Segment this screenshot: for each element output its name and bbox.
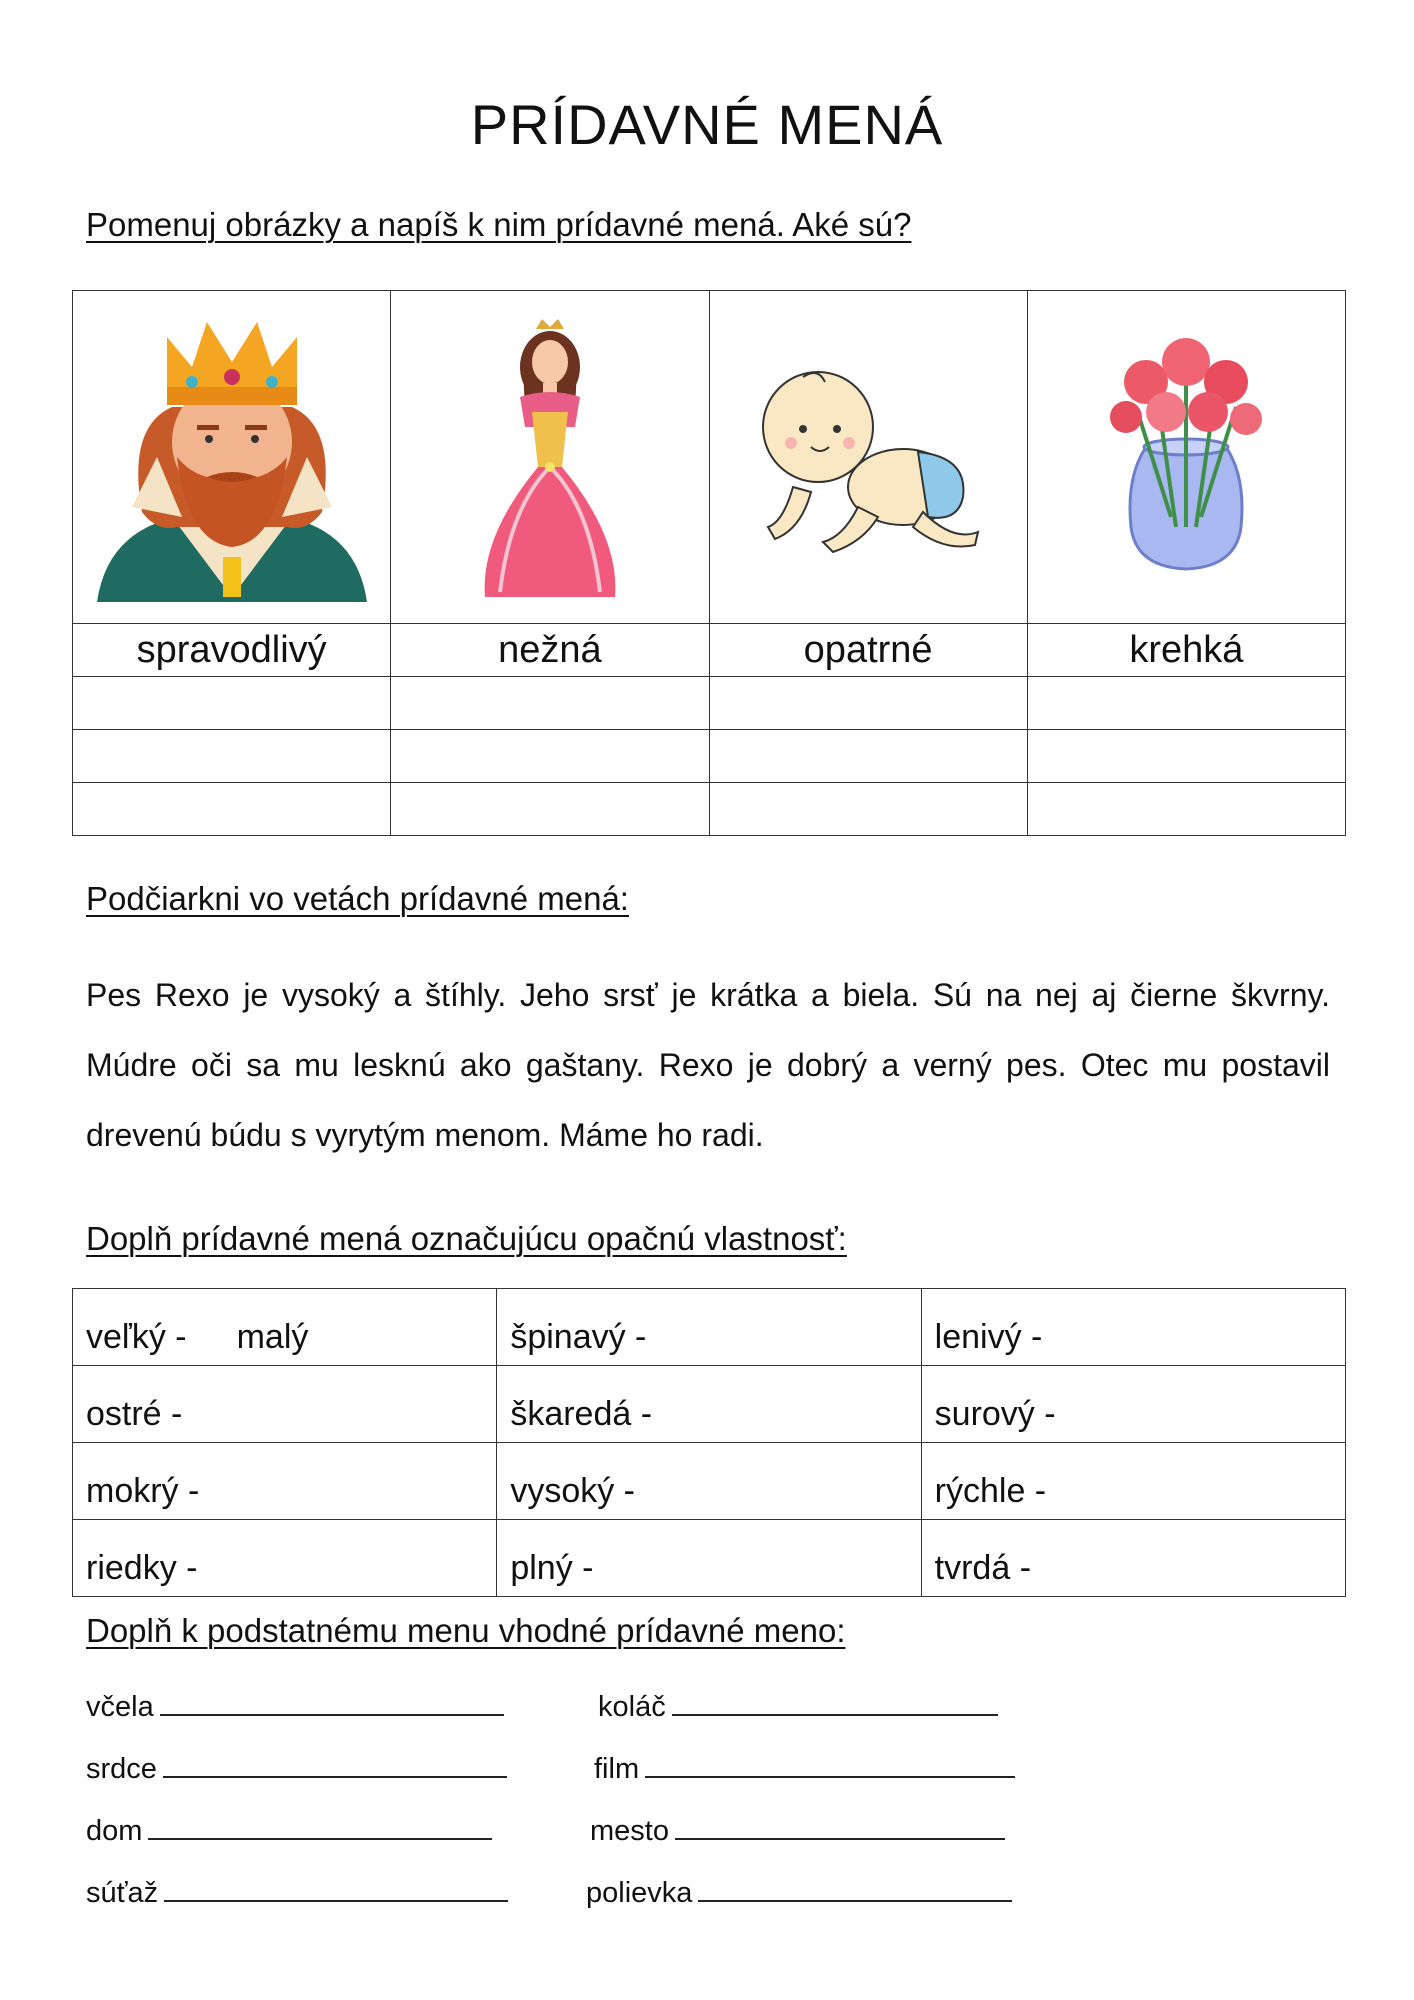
blank-cell[interactable]	[709, 783, 1027, 836]
answer-line[interactable]	[645, 1750, 1015, 1778]
opposite-cell[interactable]	[73, 1520, 497, 1597]
opposite-cell[interactable]	[497, 1289, 921, 1366]
adjective-label: opatrné	[709, 624, 1027, 677]
opposite-word: riedky -	[86, 1549, 198, 1587]
picture-table	[72, 290, 1346, 836]
opposite-word: tvrdá -	[934, 1549, 1032, 1587]
answer-line[interactable]	[148, 1812, 492, 1840]
opposite-cell[interactable]	[921, 1520, 1345, 1597]
opposite-answer: malý	[236, 1318, 309, 1356]
opposite-word: vysoký -	[510, 1472, 636, 1510]
opposite-cell[interactable]	[921, 1366, 1345, 1443]
noun-label: dom	[86, 1815, 143, 1847]
blank-cell[interactable]	[709, 677, 1027, 730]
blank-cell[interactable]	[73, 677, 391, 730]
baby-icon	[753, 347, 983, 567]
opposites-table	[72, 1288, 1346, 1597]
opposite-word: veľký -	[86, 1318, 187, 1356]
opposite-cell[interactable]	[73, 1289, 497, 1366]
opposite-cell[interactable]	[73, 1443, 497, 1520]
answer-line[interactable]	[163, 1750, 507, 1778]
opposite-word: špinavý -	[510, 1318, 647, 1356]
opposite-word: škaredá -	[510, 1395, 653, 1433]
noun-fill-row	[86, 1688, 504, 1724]
section1-heading: Pomenuj obrázky a napíš k nim prídavné mená. Aké sú?	[86, 206, 912, 243]
picture-cell-king	[73, 291, 391, 624]
noun-label: súťaž	[86, 1877, 159, 1909]
blank-cell[interactable]	[73, 783, 391, 836]
adjective-label: spravodlivý	[73, 624, 391, 677]
noun-label: srdce	[86, 1753, 157, 1785]
blank-cell[interactable]	[1027, 730, 1345, 783]
blank-cell[interactable]	[391, 730, 709, 783]
noun-fill-row	[86, 1874, 508, 1910]
blank-cell[interactable]	[1027, 677, 1345, 730]
blank-cell[interactable]	[709, 730, 1027, 783]
noun-fill-row	[86, 1812, 492, 1848]
opposite-word: lenivý -	[934, 1318, 1043, 1356]
picture-cell-princess	[391, 291, 709, 624]
noun-label: včela	[86, 1691, 154, 1723]
opposite-cell[interactable]	[497, 1366, 921, 1443]
section3-heading: Doplň prídavné mená označujúcu opačnú vlastnosť:	[86, 1220, 847, 1257]
noun-fill-row	[594, 1750, 1015, 1786]
answer-line[interactable]	[675, 1812, 1005, 1840]
adjective-label: krehká	[1027, 624, 1345, 677]
noun-label: polievka	[586, 1877, 693, 1909]
answer-line[interactable]	[698, 1874, 1012, 1902]
noun-fill-row	[598, 1688, 998, 1724]
answer-line[interactable]	[160, 1688, 504, 1716]
noun-label: film	[594, 1753, 640, 1785]
opposite-word: ostré -	[86, 1395, 183, 1433]
picture-cell-baby	[709, 291, 1027, 624]
king-icon	[87, 307, 377, 607]
opposite-cell[interactable]	[921, 1289, 1345, 1366]
noun-fill-row	[86, 1750, 507, 1786]
noun-label: koláč	[598, 1691, 666, 1723]
opposite-cell[interactable]	[73, 1366, 497, 1443]
opposite-word: plný -	[510, 1549, 594, 1587]
section4-heading: Doplň k podstatnému menu vhodné prídavné meno:	[86, 1612, 846, 1649]
blank-cell[interactable]	[391, 677, 709, 730]
picture-cell-roses	[1027, 291, 1345, 624]
adjective-label: nežná	[391, 624, 709, 677]
story-paragraph: Pes Rexo je vysoký a štíhly. Jeho srsť je krátka a biela. Sú na nej aj čierne škvrny. Múdre oči sa mu lesknú ako gaštany. Rexo je dobrý a verný pes. Otec mu postavil drevenú búdu s vyrytým menom. Máme ho radi.	[86, 977, 1330, 1153]
opposite-word: rýchle -	[934, 1472, 1047, 1510]
answer-line[interactable]	[164, 1874, 508, 1902]
page-title: PRÍDAVNÉ MENÁ	[470, 93, 944, 156]
noun-label: mesto	[590, 1815, 669, 1847]
opposite-cell[interactable]	[921, 1443, 1345, 1520]
section2-heading: Podčiarkni vo vetách prídavné mená:	[86, 880, 629, 917]
roses-vase-icon	[1086, 327, 1286, 587]
princess-icon	[450, 307, 650, 607]
blank-cell[interactable]	[1027, 783, 1345, 836]
blank-cell[interactable]	[73, 730, 391, 783]
blank-cell[interactable]	[391, 783, 709, 836]
opposite-cell[interactable]	[497, 1443, 921, 1520]
noun-fill-row	[586, 1874, 1012, 1910]
opposite-word: mokrý -	[86, 1472, 200, 1510]
opposite-word: surový -	[934, 1395, 1056, 1433]
answer-line[interactable]	[672, 1688, 998, 1716]
noun-fill-row	[590, 1812, 1005, 1848]
opposite-cell[interactable]	[497, 1520, 921, 1597]
